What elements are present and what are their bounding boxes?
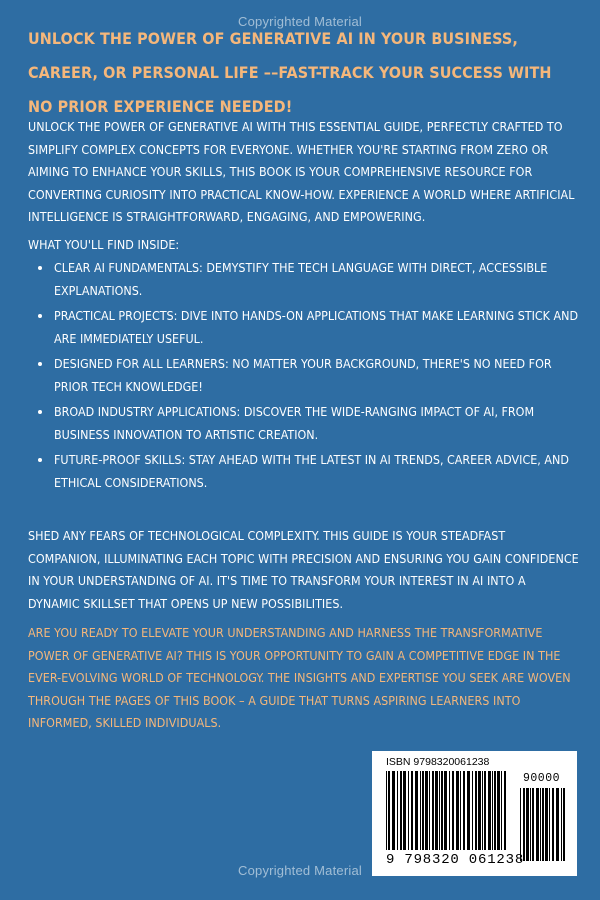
feature-item: BROAD INDUSTRY APPLICATIONS: DISCOVER THE WIDE-RANGING IMPACT OF AI, FROM BUSINESS INNOVATION TO ARTISTIC CREATION. — [28, 401, 580, 446]
closing-paragraph: ARE YOU READY TO ELEVATE YOUR UNDERSTANDING AND HARNESS THE TRANSFORMATIVE POWER OF GENERATIVE AI? THIS IS YOUR OPPORTUNITY TO GAIN A COMPETITIVE EDGE IN THE EVER-EVOLVING WORLD OF TECHNOLOGY. THE INSIGHTS AND EXPERTISE YOU SEEK ARE WOVEN THROUGH THE PAGES OF THIS BOOK – A GUIDE THAT TURNS ASPIRING LEARNERS INTO INFORMED, SKILLED INDIVIDUALS. — [28, 625, 571, 730]
headline: UNLOCK THE POWER OF GENERATIVE AI IN YOUR BUSINESS, CAREER, OR PERSONAL LIFE ––FAST-TRACK YOUR SUCCESS WITH NO PRIOR EXPERIENCE NEEDED! — [28, 29, 552, 116]
watermark-top: Copyrighted Material — [238, 14, 362, 29]
intro-paragraph: UNLOCK THE POWER OF GENERATIVE AI WITH THIS ESSENTIAL GUIDE, PERFECTLY CRAFTED TO SIMPLIFY COMPLEX CONCEPTS FOR EVERYONE. WHETHER YOU'RE STARTING FROM ZERO OR AIMING TO ENHANCE YOUR SKILLS, THIS BOOK IS YOUR COMPREHENSIVE RESOURCE FOR CONVERTING CURIOSITY INTO PRACTICAL KNOW-HOW. EXPERIENCE A WORLD WHERE ARTIFICIAL INTELLIGENCE IS STRAIGHTFORWARD, ENGAGING, AND EMPOWERING. — [28, 119, 575, 224]
features-heading: WHAT YOU'LL FIND INSIDE: — [28, 237, 180, 252]
price-code: 90000 — [523, 772, 561, 785]
feature-item: CLEAR AI FUNDAMENTALS: DEMYSTIFY THE TECH LANGUAGE WITH DIRECT, ACCESSIBLE EXPLANATIONS. — [28, 257, 580, 302]
barcode-digits: 9 798320 061238 — [386, 852, 525, 868]
isbn-label: ISBN 9798320061238 — [386, 756, 490, 768]
feature-item: FUTURE-PROOF SKILLS: STAY AHEAD WITH THE LATEST IN AI TRENDS, CAREER ADVICE, AND ETHICAL CONSIDERATIONS. — [28, 449, 580, 494]
watermark-bottom: Copyrighted Material — [238, 863, 362, 878]
reassurance-paragraph: SHED ANY FEARS OF TECHNOLOGICAL COMPLEXITY. THIS GUIDE IS YOUR STEADFAST COMPANION, ILLUMINATING EACH TOPIC WITH PRECISION AND ENSURING YOU GAIN CONFIDENCE IN YOUR UNDERSTANDING OF AI. IT'S TIME TO TRANSFORM YOUR INTEREST IN AI INTO A DYNAMIC SKILLSET THAT OPENS UP NEW POSSIBILITIES. — [28, 528, 579, 611]
isbn-barcode — [372, 751, 577, 876]
feature-item: PRACTICAL PROJECTS: DIVE INTO HANDS-ON APPLICATIONS THAT MAKE LEARNING STICK AND ARE IMMEDIATELY USEFUL. — [28, 305, 580, 350]
feature-item: DESIGNED FOR ALL LEARNERS: NO MATTER YOUR BACKGROUND, THERE'S NO NEED FOR PRIOR TECH KNOWLEDGE! — [28, 353, 580, 398]
features-list — [28, 257, 580, 497]
